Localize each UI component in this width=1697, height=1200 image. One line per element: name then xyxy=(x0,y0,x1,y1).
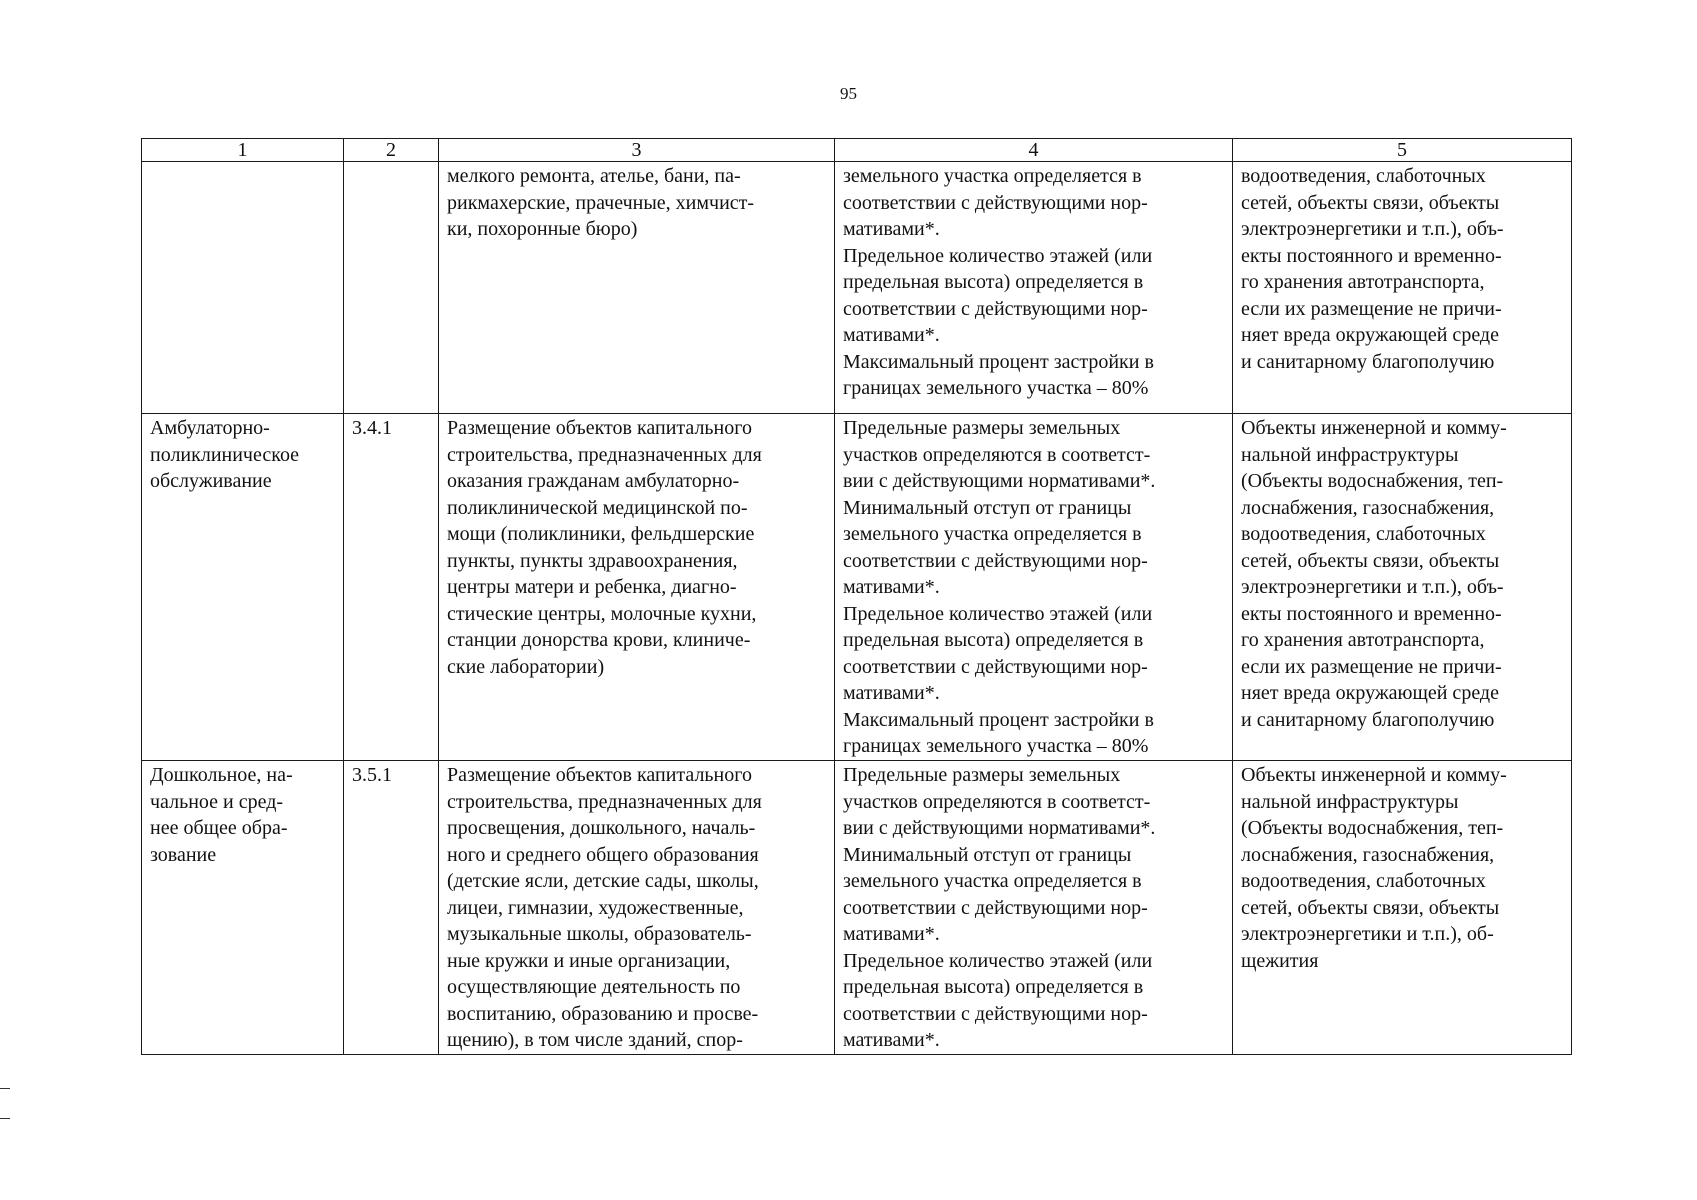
use-parameters: Предельные размеры земельных участков определяются в соответст- вии с действующими нормативами*. Минимальный отступ от границы земельного участка определяется в соответствии с действующими нор- мативами*. Предельное количество этажей (или предельная высота) определяется в соответствии с действующими нор- мативами*. xyxy=(843,764,1156,1051)
auxiliary-cell xyxy=(1233,761,1572,1055)
parameters-cell xyxy=(835,162,1233,414)
column-header-1: 1 xyxy=(142,139,344,162)
column-header-5: 5 xyxy=(1233,139,1572,162)
column-header-2: 2 xyxy=(344,139,439,162)
auxiliary-uses: Объекты инженерной и комму- нальной инфраструктуры (Объекты водоснабжения, теп- лоснабжения, газоснабжения, водоотведения, слаботочных сетей, объекты связи, объекты электроэнергетики и т.п.), объ- екты постоянного и временно- го хранения автотранспорта, если их размещение не причи- няет вреда окружающей среде и санитарному благополучию xyxy=(1241,417,1507,731)
parameters-cell xyxy=(835,414,1233,761)
use-description: мелкого ремонта, ателье, бани, па- рикмахерские, прачечные, химчист- ки, похоронные бюро) xyxy=(447,165,755,240)
auxiliary-uses: водоотведения, слаботочных сетей, объекты связи, объекты электроэнергетики и т.п.), объ- екты постоянного и временно- го хранения автотранспорта, если их размещение не причи- няет вреда окружающей среде и санитарному благополучию xyxy=(1241,165,1504,373)
parameters-cell xyxy=(835,761,1233,1055)
table-row xyxy=(142,162,1572,414)
use-code-cell xyxy=(344,414,439,761)
use-parameters: Предельные размеры земельных участков определяются в соответст- вии с действующими нормативами*. Минимальный отступ от границы земельного участка определяется в соответствии с действующими нор- мативами*. Предельное количество этажей (или предельная высота) определяется в соответствии с действующими нор- мативами*. Максимальный процент застройки в границах земельного участка – 80% xyxy=(843,417,1156,757)
use-name: Дошкольное, на- чальное и сред- нее общее обра- зование xyxy=(150,764,293,866)
use-description: Размещение объектов капитального строительства, предназначенных для просвещения, дошкольного, началь- ного и среднего общего образования (детские ясли, детские сады, школы, лицеи, гимназии, художественные, музыкальные школы, образователь- ные кружки и иные организации, осуществляющие деятельность по воспитанию, образованию и просве- щению), в том числе зданий, спор- xyxy=(447,764,762,1051)
column-header-4: 4 xyxy=(835,139,1233,162)
header-row xyxy=(142,139,1572,162)
use-description: Размещение объектов капитального строительства, предназначенных для оказания гражданам амбулаторно- поликлинической медицинской по- мощи (поликлиники, фельдшерские пункты, пункты здравоохранения, центры матери и ребенка, диагно- стические центры, молочные кухни, станции донорства крови, клиниче- ские лаборатории) xyxy=(447,417,762,678)
use-name-cell xyxy=(142,761,344,1055)
description-cell xyxy=(439,414,835,761)
use-code: 3.4.1 xyxy=(352,417,392,439)
page-number: 95 xyxy=(840,84,857,103)
use-name-cell xyxy=(142,162,344,414)
table-row xyxy=(142,761,1572,1055)
auxiliary-cell xyxy=(1233,414,1572,761)
use-code-cell xyxy=(344,162,439,414)
land-use-table xyxy=(141,138,1572,1055)
table-row xyxy=(142,414,1572,761)
margin-tick-mark xyxy=(0,1118,10,1119)
auxiliary-uses: Объекты инженерной и комму- нальной инфраструктуры (Объекты водоснабжения, теп- лоснабжения, газоснабжения, водоотведения, слаботочных сетей, объекты связи, объекты электроэнергетики и т.п.), об- щежития xyxy=(1241,764,1507,972)
auxiliary-cell xyxy=(1233,162,1572,414)
use-name: Амбулаторно- поликлиническое обслуживание xyxy=(150,417,300,492)
margin-tick-mark xyxy=(0,1088,10,1089)
use-parameters: земельного участка определяется в соответствии с действующими нор- мативами*. Предельное количество этажей (или предельная высота) определяется в соответствии с действующими нор- мативами*. Максимальный процент застройки в границах земельного участка – 80% xyxy=(843,165,1154,399)
use-code: 3.5.1 xyxy=(352,764,392,786)
use-name-cell xyxy=(142,414,344,761)
use-code-cell xyxy=(344,761,439,1055)
description-cell xyxy=(439,162,835,414)
column-header-3: 3 xyxy=(439,139,835,162)
description-cell xyxy=(439,761,835,1055)
